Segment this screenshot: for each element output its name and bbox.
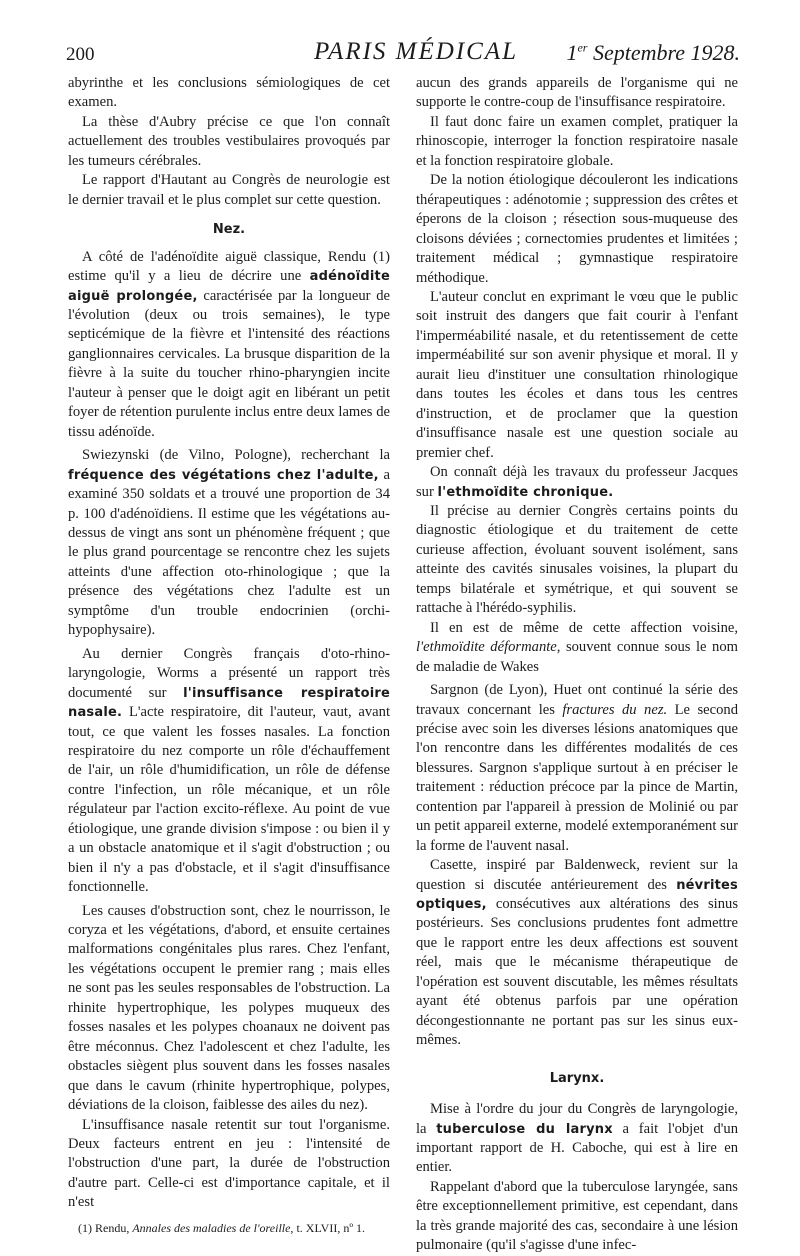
text-run: Swiezynski (de Vilno, Pologne), recherchant la: [82, 447, 390, 464]
paragraph: Il faut donc faire un examen complet, pratiquer la rhinoscopie, interroger la fonction respiratoire nasale et la fonction respiratoire globale.: [416, 113, 738, 169]
paragraph: abyrinthe et les conclusions sémiologiques de cet examen.: [68, 75, 390, 111]
text-run: L'acte respiratoire, dit l'auteur, vaut, avant tout, ce que valent les fosses nasales. La fonction respiratoire du nez comporte un rôle d'échauffement de l'air, un rôle d'humidification, un rôle de défense contre l'infection, un rôle mécanique, et un rôle régulateur par l'action excito-réflexe. Au point de vue étiologique, une grande division s'impose : ou bien il y a un obstacle anatomique et il s'agit d'obstruction ; ou bien il n'y a pas d'obstacle, et il s'agit d'insuffisance fonctionnelle.: [68, 704, 390, 896]
text-run: a examiné 350 soldats et a trouvé une proportion de 34 p. 100 d'adénoïdiens. Il estime que les végétations au-dessus de vingt ans sont un phénomène fréquent ; que le plus grand pourcentage se rencontre chez les sujets atteints d'une affection oto-rhinologique ; que la présence des végétations chez l'adulte est un symptôme d'un trouble endocrinien (orchi-hypophysaire).: [68, 466, 390, 639]
issue-date-rest: Septembre 1928.: [587, 40, 740, 65]
issue-date-day: 1: [566, 40, 578, 65]
paragraph: L'auteur conclut en exprimant le vœu que le public soit instruit des dangers que fait courir à l'enfant l'imperméabilité nasale, et du retentissement de cette imperméabilité sur son avenir physique et moral. Il y aurait lieu d'instituer une consultation rhinologique dans toutes les écoles et dans tous les centres d'instruction, et de proclamer que la question d'insuffisance nasale est une question sociale au premier chef.: [416, 288, 738, 461]
text-run: Sargnon (de Lyon), Huet ont continué la série des travaux concernant les: [416, 682, 738, 718]
footnote-marker: (1): [78, 1220, 95, 1235]
left-column: [68, 74, 390, 1238]
text-run: On connaît déjà les travaux du professeur Jacques sur: [416, 464, 738, 500]
text-run: caractérisée par la longueur de l'évolution (deux ou trois semaines), le type septicémique de la fièvre et l'intensité des réactions ganglionnaires cervicales. La brusque disparition de la fièvre à la suite du toucher rhino-pharyngien incite l'auteur à penser que le doigt agit en libérant un petit foyer de rétention purulente inclus entre deux lames de tissu adénoïde.: [68, 287, 390, 440]
emphasis-term: fréquence des végétations chez l'adulte,: [68, 467, 379, 483]
text-run: A côté de l'adénoïdite aiguë classique, Rendu (1) estime qu'il y a lieu de décrire une: [68, 248, 390, 285]
paragraph: [416, 856, 738, 1051]
text-run: Au dernier Congrès français d'oto-rhino-laryngologie, Worms a présenté un rapport très documenté sur: [68, 645, 390, 701]
footnote-author: Rendu,: [95, 1220, 130, 1235]
issue-date: [566, 40, 740, 66]
emphasis-term: l'insuffisance respiratoire nasale.: [68, 685, 390, 721]
section-heading-larynx: Larynx.: [549, 1070, 605, 1086]
paragraph: Le rapport d'Hautant au Congrès de neurologie est le dernier travail et le plus complet sur cette question.: [68, 172, 390, 208]
paragraph: Rappelant d'abord que la tuberculose laryngée, sans être exceptionnellement primitive, est cependant, dans la très grande majorité des cas, secondaire à une lésion pulmonaire (qu'il s'agisse d'une infec-: [416, 1178, 738, 1254]
text-run: consécutives aux altérations des sinus postérieurs. Ses conclusions prudentes font admettre que le rapport entre les deux affections est souvent réel, mais que le mécanisme thérapeutique de l'opération est souvent discutable, les mêmes résultats ayant été obtenus parfois par une opération décongestionnante ne portant pas sur les sinus eux-mêmes.: [416, 896, 738, 1049]
paragraph: De la notion étiologique découleront les indications thérapeutiques : adénotomie ; suppression des crêtes et éperons de la cloison ; résection sous-muqueuse des cloisons déviées ; cornectomies prudentes et limitées ; traitement médical ; gymnastique respiratoire méthodique.: [416, 172, 738, 286]
text-run: Le second précise avec soin les diverses lésions anatomiques que l'on rencontre dans les différentes modalités de ces blessures. Sargnon s'applique surtout à en préciser le traitement : réduction précoce par la pince de Martin, contention par l'appareil à pression de Molinié ou par un petit appareil externe, modelé extemporanément sur la forme de l'auvent nasal.: [416, 701, 738, 854]
text-run: Mise à l'ordre du jour du Congrès de laryngologie, la: [416, 1101, 738, 1137]
section-heading-nez: Nez.: [212, 222, 246, 238]
footnote-journal: Annales des maladies de l'oreille,: [132, 1220, 294, 1235]
paragraph: aucun des grands appareils de l'organisme qui ne supporte le contre-coup de l'insuffisance respiratoire.: [416, 75, 738, 111]
issue-date-superscript: er: [577, 40, 588, 55]
paragraph: Les causes d'obstruction sont, chez le nourrisson, le coryza et les végétations, d'abord, et ensuite certaines malformations congénitales plus rares. Chez l'enfant, les végétations occupent le premier rang ; mais elles ne sont pas les seules responsables de l'obstruction. La rhinite hypertrophique, les polypes muqueux des fosses nasales et les polypes choanaux ne doivent pas être méconnus. Chez l'adolescent et chez l'adulte, les obstacles siègent plus souvent dans les fosses nasales que dans le cavum (rhinite hypertrophique, polypes, déviations de la cloison, faiblesse des ailes du nez).: [68, 902, 390, 1114]
paragraph: [416, 619, 738, 677]
paragraph: [416, 463, 738, 502]
italic-term: l'ethmoïdite déformante,: [416, 639, 561, 656]
paragraph: L'insuffisance nasale retentit sur tout l'organisme. Deux facteurs entrent en jeu : l'intensité de l'obstruction d'une part, la durée de l'obstruction d'autre part. Celle-ci est d'importance capitale, et il n'est: [68, 1116, 390, 1211]
running-header: [66, 38, 740, 72]
emphasis-term: adénoïdite aiguë prolongée,: [68, 269, 390, 304]
right-column: [416, 74, 738, 1256]
text-run: souvent connue sous le nom de maladie de Wakes: [416, 639, 738, 675]
footnote: [68, 1219, 390, 1238]
paragraph: [68, 645, 390, 898]
paragraph: [416, 1100, 738, 1178]
paragraph: [416, 681, 738, 856]
text-run: a fait l'objet d'un important rapport de H. Caboche, qui est à lire en entier.: [416, 1120, 738, 1176]
text-run: Casette, inspiré par Baldenweck, revient sur la question si discutée antérieurement des: [416, 857, 738, 893]
text-run: Il en est de même de cette affection voisine,: [430, 619, 738, 636]
page-number: 200: [66, 44, 95, 65]
paragraph: [68, 446, 390, 641]
paragraph: La thèse d'Aubry précise ce que l'on connaît actuellement des troubles vestibulaires provoqués par les tumeurs cérébrales.: [68, 113, 390, 169]
footnote-reference: t. XLVII, nº 1.: [293, 1220, 366, 1235]
paragraph: Il précise au dernier Congrès certains points du diagnostic étiologique et du traitement de cette curieuse affection, évoluant souvent isolément, sans atteinte des cavités sinusales voisines, la plupart du temps bilatérale et symétrique, et qui souvent se rattache à l'hérédo-syphilis.: [416, 502, 738, 617]
emphasis-term: l'ethmoïdite chronique.: [437, 484, 614, 500]
paragraph: [68, 248, 390, 443]
emphasis-term: névrites optiques,: [416, 877, 738, 913]
italic-term: fractures du nez.: [562, 701, 668, 718]
emphasis-term: tuberculose du larynx: [436, 1121, 613, 1137]
journal-title: PARIS MÉDICAL: [314, 38, 518, 65]
